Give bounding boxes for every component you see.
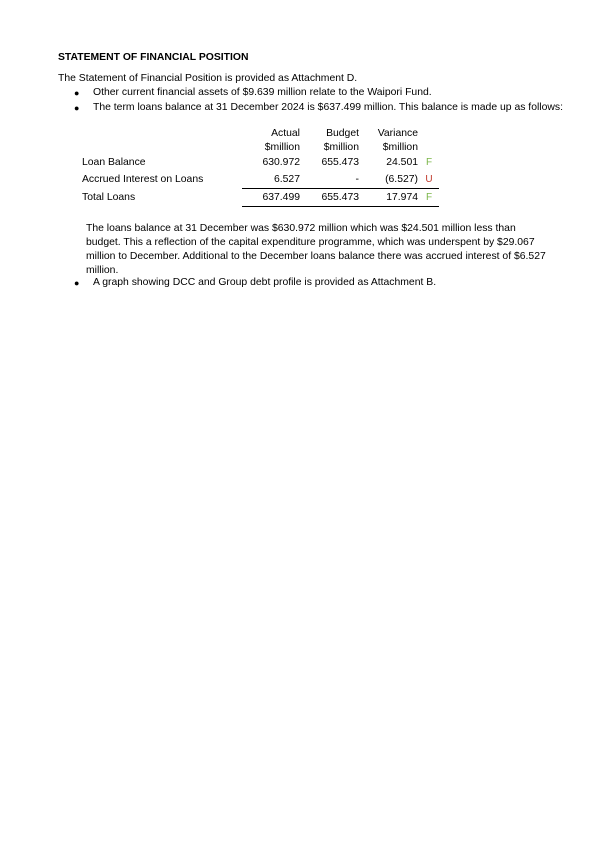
section-heading: STATEMENT OF FINANCIAL POSITION: [58, 52, 249, 63]
loans-table: [82, 126, 439, 207]
table-header-row: [82, 126, 439, 140]
bullet-text: Other current financial assets of $9.639 million relate to the Waipori Fund.: [93, 87, 432, 98]
variance-flag: U: [425, 174, 433, 185]
cell-variance: (6.527): [385, 174, 418, 185]
row-label: Loan Balance: [82, 157, 146, 168]
row-label: Accrued Interest on Loans: [82, 174, 204, 186]
loans-explanation-paragraph: The loans balance at 31 December was $630.972 million which was $24.501 million less than budget. This a reflection of the capital expenditure programme, which was underspent by $29.067 million to December. Additional to the December loans balance there was accrued interest of $6.527 million.: [86, 223, 546, 276]
cell-budget: 655.473: [321, 157, 359, 168]
cell-budget: 655.473: [301, 189, 360, 207]
column-unit-variance: $million: [382, 141, 418, 153]
cell-actual: 6.527: [273, 174, 300, 185]
cell-actual: 630.972: [262, 157, 300, 168]
column-unit-budget: $million: [323, 141, 359, 153]
bullet-item: [74, 87, 432, 99]
cell-actual: 637.499: [242, 189, 301, 207]
cell-variance: 24.501: [386, 157, 418, 168]
bullet-item: [74, 102, 563, 114]
bullet-text: The term loans balance at 31 December 2024 is $637.499 million. This balance is made up as follows:: [93, 102, 563, 113]
column-header-variance: Variance: [377, 127, 418, 139]
bullet-icon: ●: [74, 103, 80, 113]
cell-budget: -: [355, 174, 359, 185]
variance-flag: F: [419, 189, 439, 207]
column-unit-actual: $million: [264, 141, 300, 153]
cell-variance: 17.974: [360, 189, 419, 207]
bullet-icon: ●: [74, 88, 80, 98]
table-total-row: [82, 189, 439, 207]
row-label: Total Loans: [82, 192, 136, 203]
table-header-row: [82, 140, 439, 154]
column-header-actual: Actual: [271, 127, 300, 139]
bullet-icon: ●: [74, 278, 80, 288]
bullet-text: A graph showing DCC and Group debt profile is provided as Attachment B.: [93, 277, 437, 288]
table-row: [82, 154, 439, 171]
column-header-budget: Budget: [326, 127, 359, 139]
table-row: [82, 171, 439, 189]
intro-text: The Statement of Financial Position is provided as Attachment D.: [58, 73, 358, 84]
variance-flag: F: [425, 157, 433, 168]
bullet-item: [74, 277, 436, 289]
